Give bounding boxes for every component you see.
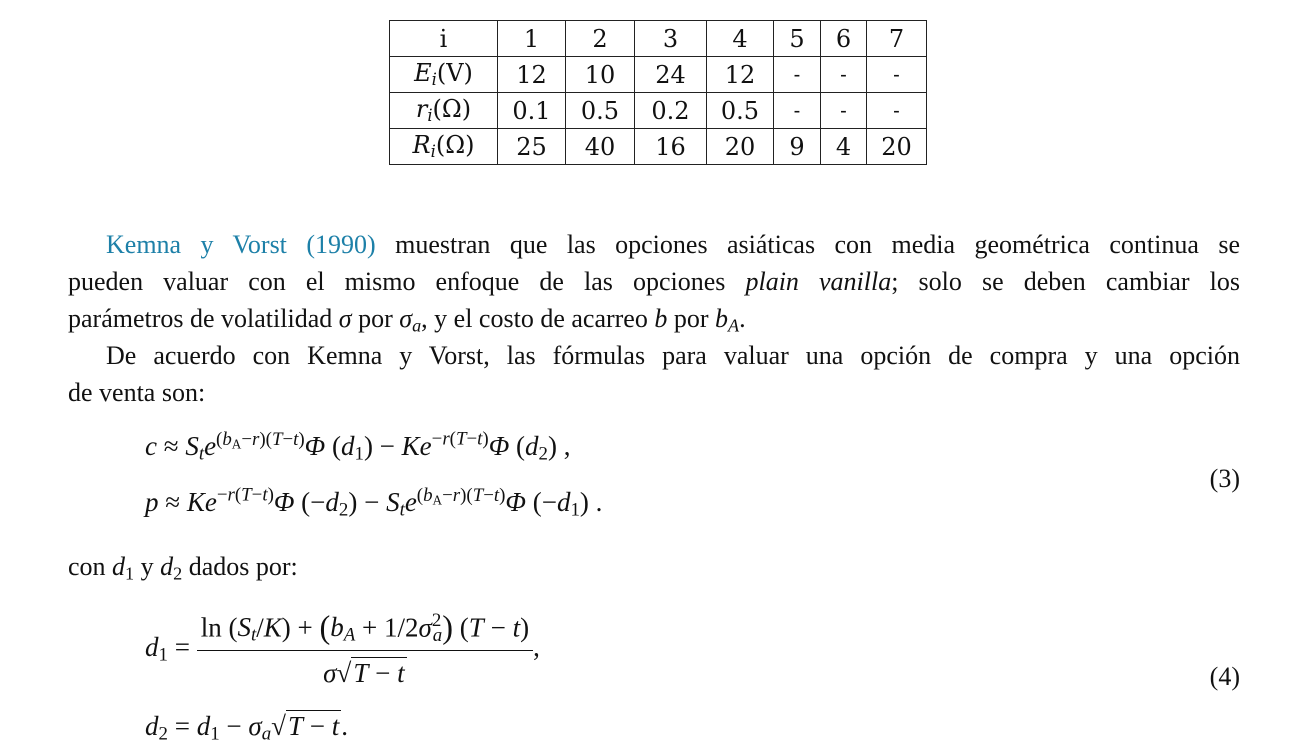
table-cell: -	[821, 93, 867, 129]
table-header-cell: 5	[774, 21, 821, 57]
paragraph-line: pueden valuar con el mismo enfoque de las opciones plain vanilla; solo se deben cambiar los	[68, 267, 1241, 296]
table-cell: 12	[707, 57, 774, 93]
table-cell: 25	[498, 129, 566, 165]
citation-link[interactable]: Kemna y Vorst (1990)	[106, 230, 376, 259]
table-cell: 20	[707, 129, 774, 165]
table-cell: 16	[635, 129, 707, 165]
table-cell: 0.1	[498, 93, 566, 129]
paragraph-line: Kemna y Vorst (1990) muestran que las opciones asiáticas con media geométrica continua se	[106, 230, 1240, 259]
table-row	[390, 129, 927, 165]
resistance-table	[389, 20, 927, 165]
table-cell: 0.5	[707, 93, 774, 129]
table-row	[390, 57, 927, 93]
table-header-cell: 3	[635, 21, 707, 57]
table-header-row	[390, 21, 927, 57]
paragraph-line: de venta son:	[68, 378, 206, 407]
row-label-resistance: $R_i(\Omega)$	[390, 129, 498, 165]
equation-d1: $d_1$ = $\frac{\ln (S_t/K) + (b_A + 1/2\sigma^2_a) (T - t)}{\sigma√T - t}$ ,	[145, 610, 540, 689]
table-cell: 0.5	[566, 93, 635, 129]
table-cell: 4	[821, 129, 867, 165]
table-cell: 0.2	[635, 93, 707, 129]
paragraph-d-definitions: con $d_1$ y $d_2$ dados por:	[68, 552, 298, 584]
equation-call-price: $c \approx S_te^{(b_A-r)(T-t)}\Phi$ $(d_1) - Ke^{-r(T-t)}\Phi$ $(d_2)$ ,	[145, 428, 571, 465]
table-cell: -	[867, 57, 927, 93]
row-label-emf: $E_i(V)$	[390, 57, 498, 93]
table-cell: -	[821, 57, 867, 93]
paragraph-kemna-vorst	[68, 226, 1240, 337]
table-cell: -	[774, 93, 821, 129]
table-cell: -	[867, 93, 927, 129]
table-header-cell: 1	[498, 21, 566, 57]
table-header-cell: 2	[566, 21, 635, 57]
equation-d2: $d_2 = d_1 - \sigma_a√T - t$.	[145, 711, 349, 745]
paragraph-line: De acuerdo con Kemna y Vorst, las fórmulas para valuar una opción de compra y una opción	[106, 341, 1240, 370]
fraction: $\frac{\ln (S_t/K) + (b_A + 1/2\sigma^2_a) (T - t)}{\sigma√T - t}$	[197, 612, 533, 687]
table-cell: 24	[635, 57, 707, 93]
table-cell: 9	[774, 129, 821, 165]
table-cell: 12	[498, 57, 566, 93]
paragraph-line: parámetros de volatilidad σ por $\sigma_a$, y el costo de acarreo b por $b_A$.	[68, 304, 746, 336]
equation-put-price: $p \approx Ke^{-r(T-t)}\Phi$ $(-d_2) - S_te^{(b_A-r)(T-t)}\Phi$ $(-d_1)$ .	[145, 484, 603, 521]
table-cell: 10	[566, 57, 635, 93]
equation-number: (3)	[1209, 464, 1240, 493]
table-header-cell: i	[390, 21, 498, 57]
table-cell: -	[774, 57, 821, 93]
table-header-cell: 6	[821, 21, 867, 57]
paragraph-formulas-intro	[68, 337, 1240, 411]
row-label-internal-resistance: $r_i(\Omega)$	[390, 93, 498, 129]
table-cell: 20	[867, 129, 927, 165]
table-header-cell: 4	[707, 21, 774, 57]
table-cell: 40	[566, 129, 635, 165]
table-row	[390, 93, 927, 129]
table-header-cell: 7	[867, 21, 927, 57]
equation-number: (4)	[1209, 662, 1240, 691]
